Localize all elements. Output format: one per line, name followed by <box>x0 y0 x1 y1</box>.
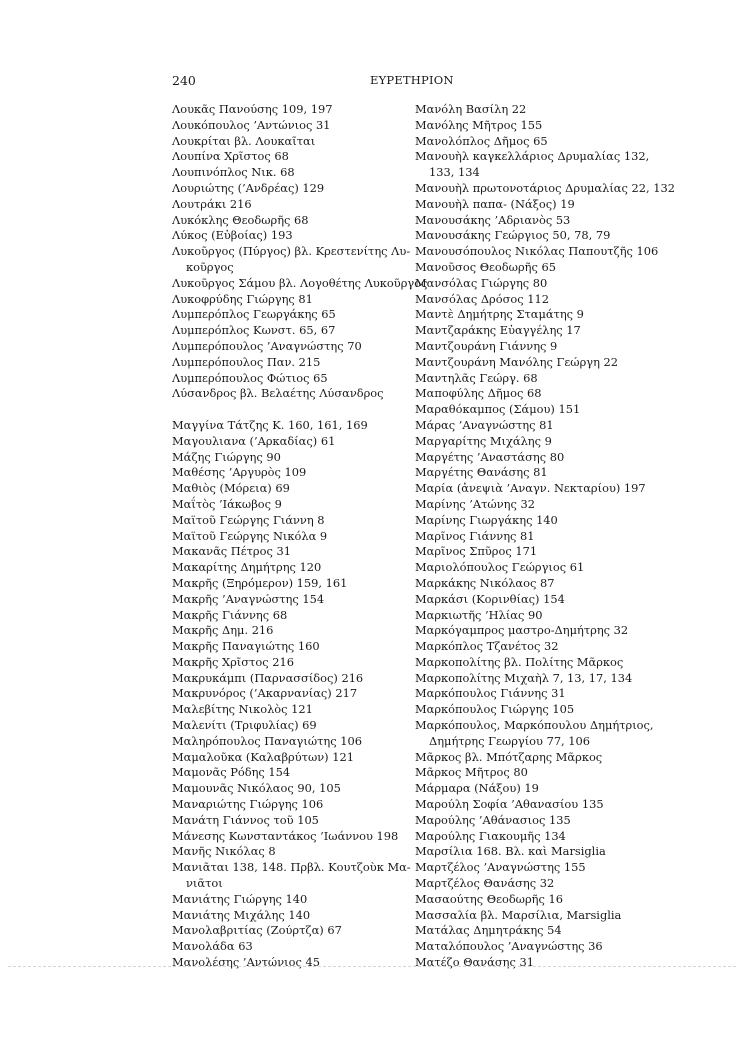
index-entry-continuation: νιᾶτοι <box>186 876 223 891</box>
index-entry: Μαρῖνος Σπῦρος 171 <box>415 544 538 559</box>
index-entry: Μαθιὸς (Μόρεια) 69 <box>172 481 290 496</box>
index-entry: Λουριώτης (’Ανδρέας) 129 <box>172 180 325 195</box>
index-entry: Μανοῦσος Θεοδωρῆς 65 <box>415 259 556 274</box>
index-entry: Λουπινόπλος Νικ. 68 <box>172 165 295 180</box>
index-entry: Μαρῖνος Γιάννης 81 <box>415 528 535 543</box>
index-entry: Μανουσόπουλος Νικόλας Παπουτζῆς 106 <box>415 244 659 259</box>
index-entry: Μαληρόπουλος Παναγιώτης 106 <box>172 733 362 748</box>
index-column-right <box>415 102 675 971</box>
index-entry: Μαντὲ Δημήτρης Σταμάτης 9 <box>415 307 584 322</box>
index-entry: Λουπίνα Χρῖστος 68 <box>172 149 289 164</box>
index-column-left <box>172 102 428 971</box>
section-gap <box>172 402 400 418</box>
index-entry: Μάζης Γιώργης 90 <box>172 449 281 464</box>
index-entry: Μαρκοπολίτης Μιχαὴλ 7, 13, 17, 134 <box>415 670 633 685</box>
index-entry: Λυμπερόπλος Κωνστ. 65, 67 <box>172 323 336 338</box>
index-entry: Μαρτζέλος Θανάσης 32 <box>415 876 555 891</box>
scan-edge-line <box>8 966 736 967</box>
index-entry: Μαντζαράκης Εὐαγγέλης 17 <box>415 323 581 338</box>
index-entry: Λυμπερόπουλος Φώτιος 65 <box>172 370 328 385</box>
index-entry-continuation: 133, 134 <box>429 165 480 180</box>
index-entry: Μακρῆς Δημ. 216 <box>172 623 274 638</box>
index-entry: Λυμπερόπουλος ’Αναγνώστης 70 <box>172 338 362 353</box>
index-entry: Λουτράκι 216 <box>172 196 252 211</box>
index-entry: Μανουὴλ πρωτονοτάριος Δρυμαλίας 22, 132 <box>415 180 675 195</box>
index-entry: Μανσόλας Δρόσος 112 <box>415 291 549 306</box>
index-entry: Μαϊτοῦ Γεώργης Νικόλα 9 <box>172 528 328 543</box>
index-entry: Μᾶρκος βλ. Μπότζαρης Μᾶρκος <box>415 749 603 764</box>
index-entry-continuation: κοῦργος <box>186 259 234 274</box>
index-entry: Μανόλη Βασίλη 22 <box>415 102 527 116</box>
index-entry: Μανολόπλος Δῆμος 65 <box>415 133 548 148</box>
index-entry: Ματέζο Θανάσης 31 <box>415 955 534 970</box>
index-entry: Μαρούλης ’Αθάνασιος 135 <box>415 812 571 827</box>
index-entry: Λυκοῦργος (Πύργος) βλ. Κρεστενίτης Λυ- <box>172 244 411 259</box>
index-entry: Μανιᾶται 138, 148. Πρβλ. Κουτζοὺκ Μα- <box>172 860 411 875</box>
running-head: ΕΥΡΕΤΗΡΙΟΝ <box>370 73 454 87</box>
index-entry: Μαλενίτι (Τριφυλίας) 69 <box>172 718 317 733</box>
index-entry: Μαρούλης Γιακουμῆς 134 <box>415 828 566 843</box>
index-entry: Μανουσάκης Γεώργιος 50, 78, 79 <box>415 228 611 243</box>
index-entry: Λυκοφρύδης Γιώργης 81 <box>172 291 313 306</box>
index-entry: Μαρσίλια 168. Βλ. καὶ Marsiglia <box>415 844 606 859</box>
index-entry: Μαρκόπουλος, Μαρκόπουλου Δημήτριος, <box>415 718 654 733</box>
index-entry: Μαποφύλης Δῆμος 68 <box>415 386 542 401</box>
index-entry: Μακρῆς Παναγιώτης 160 <box>172 639 320 654</box>
index-entry: Μαρκάκης Νικόλαος 87 <box>415 575 555 590</box>
index-entry: Μασαούτης Θεοδωρῆς 16 <box>415 891 563 906</box>
index-entry: Μανάτη Γιάννος τοῦ 105 <box>172 812 319 827</box>
index-entry: Μαμουνᾶς Νικόλαος 90, 105 <box>172 781 341 796</box>
index-entry: Μαϊτοῦ Γεώργης Γιάννη 8 <box>172 512 325 527</box>
index-entry-continuation: Δημήτρης Γεωργίου 77, 106 <box>429 733 591 748</box>
index-entry: Μασσαλία βλ. Μαρσίλια, Marsiglia <box>415 907 622 922</box>
index-entry: Μανουσάκης ’Αδριανὸς 53 <box>415 212 571 227</box>
index-entry: Μακανᾶς Πέτρος 31 <box>172 544 291 559</box>
index-entry: Μαρούλη Σοφία ’Αθανασίου 135 <box>415 797 604 812</box>
index-entry: Μακρῆς Γιάννης 68 <box>172 607 288 622</box>
index-entry: Μανιάτης Γιώργης 140 <box>172 891 308 906</box>
index-entry: Μαρίνης ’Ατώνης 32 <box>415 496 535 511</box>
index-entry: Μακρῆς ’Αναγνώστης 154 <box>172 591 325 606</box>
index-entry: Μακρῆς Χρῖστος 216 <box>172 654 294 669</box>
index-entry: Μαθέσης ’Αργυρὸς 109 <box>172 465 307 480</box>
index-entry: Ματαλόπουλος ’Αναγνώστης 36 <box>415 939 603 954</box>
index-entry: Μαραθόκαμπος (Σάμου) 151 <box>415 402 581 417</box>
index-entry: Μαρτζέλος ’Αναγνώστης 155 <box>415 860 586 875</box>
index-entry: Μαρκοπολίτης βλ. Πολίτης Μᾶρκος <box>415 654 624 669</box>
index-entry: Μανσόλας Γιώργης 80 <box>415 275 548 290</box>
index-entry: Μαλεβίτης Νικολὸς 121 <box>172 702 313 717</box>
index-entry: Μαρκόγαμπρος μαστρο-Δημήτρης 32 <box>415 623 629 638</box>
index-entry: Μαντζουράνη Γιάννης 9 <box>415 338 558 353</box>
index-entry: Λουκᾶς Πανούσης 109, 197 <box>172 102 333 116</box>
index-entry: Μανῆς Νικόλας 8 <box>172 844 276 859</box>
index-entry: Μαργέτης Θανάσης 81 <box>415 465 548 480</box>
index-entry: Μαργαρίτης Μιχάλης 9 <box>415 433 552 448</box>
index-entry: Λυκόκλης Θεοδωρῆς 68 <box>172 212 309 227</box>
index-entry: Μαγγίνα Τάτζης Κ. 160, 161, 169 <box>172 417 368 432</box>
index-entry: Μαρκόπλος Τζανέτος 32 <box>415 639 559 654</box>
index-entry: Λουκόπουλος ’Αντώνιος 31 <box>172 117 331 132</box>
index-entry: Λύκος (Εὐβοίας) 193 <box>172 228 293 243</box>
index-entry: Μάρμαρα (Νάξου) 19 <box>415 781 539 796</box>
index-entry: Μαριολόπουλος Γεώργιος 61 <box>415 560 585 575</box>
index-entry: Μαμαλοῦκα (Καλαβρύτων) 121 <box>172 749 354 764</box>
index-entry: Μανόλης Μῆτρος 155 <box>415 117 543 132</box>
index-entry: Μαρκιωτῆς ’Ηλίας 90 <box>415 607 543 622</box>
index-entry: Μαγουλιανα (’Αρκαδίας) 61 <box>172 433 336 448</box>
index-entry: Μαρκάσι (Κορινθίας) 154 <box>415 591 565 606</box>
index-entry: Λουκρίται βλ. Λουκαῖται <box>172 133 316 148</box>
index-entry: Μακαρίτης Δημήτρης 120 <box>172 560 322 575</box>
index-entry: Μάνεσης Κωνσταντάκος ’Ιωάννου 198 <box>172 828 399 843</box>
index-entry: Μανολάδα 63 <box>172 939 253 954</box>
index-entry: Μανολέσης ’Αντώνιος 45 <box>172 955 320 970</box>
index-entry: Λύσανδρος βλ. Βελαέτης Λύσανδρος <box>172 386 384 401</box>
index-entry: Μᾶρκος Μῆτρος 80 <box>415 765 528 780</box>
index-entry: Μαΐτὸς ’Ιάκωβος 9 <box>172 496 282 511</box>
index-entry: Μαρκόπουλος Γιώργης 105 <box>415 702 575 717</box>
index-entry: Μαναριώτης Γιώργης 106 <box>172 797 324 812</box>
index-entry: Μακρυνόρος (’Ακαρνανίας) 217 <box>172 686 358 701</box>
index-entry: Μανουὴλ καγκελλάριος Δρυμαλίας 132, <box>415 149 650 164</box>
index-entry: Μάρας ’Αναγνώστης 81 <box>415 417 554 432</box>
index-entry: Μανιάτης Μιχάλης 140 <box>172 907 311 922</box>
index-entry: Μαντζουράνη Μανόλης Γεώργη 22 <box>415 354 619 369</box>
index-entry: Μαντηλᾶς Γεώργ. 68 <box>415 370 538 385</box>
index-entry: Λυμπερόπλος Γεωργάκης 65 <box>172 307 336 322</box>
index-entry: Μανουὴλ παπα- (Νάξος) 19 <box>415 196 575 211</box>
index-entry: Λυμπερόπουλος Παν. 215 <box>172 354 321 369</box>
index-entry: Μακρῆς (Ξηρόμερον) 159, 161 <box>172 575 348 590</box>
index-entry: Μανολαβριτίας (Ζούρτζα) 67 <box>172 923 342 938</box>
index-entry: Μαρκόπουλος Γιάννης 31 <box>415 686 566 701</box>
index-entry: Ματάλας Δημητράκης 54 <box>415 923 562 938</box>
page-number: 240 <box>172 73 196 88</box>
index-entry: Μαρίνης Γιωργάκης 140 <box>415 512 558 527</box>
index-entry: Λυκοῦργος Σάμου βλ. Λογοθέτης Λυκοῦργος <box>172 275 428 290</box>
index-entry: Μακρυκάμπι (Παρνασσίδος) 216 <box>172 670 364 685</box>
index-entry: Μαργέτης ’Αναστάσης 80 <box>415 449 565 464</box>
index-entry: Μαρία (ἀνεψιὰ ’Αναγν. Νεκταρίου) 197 <box>415 481 646 496</box>
index-entry: Μαμονᾶς Ρόδης 154 <box>172 765 291 780</box>
